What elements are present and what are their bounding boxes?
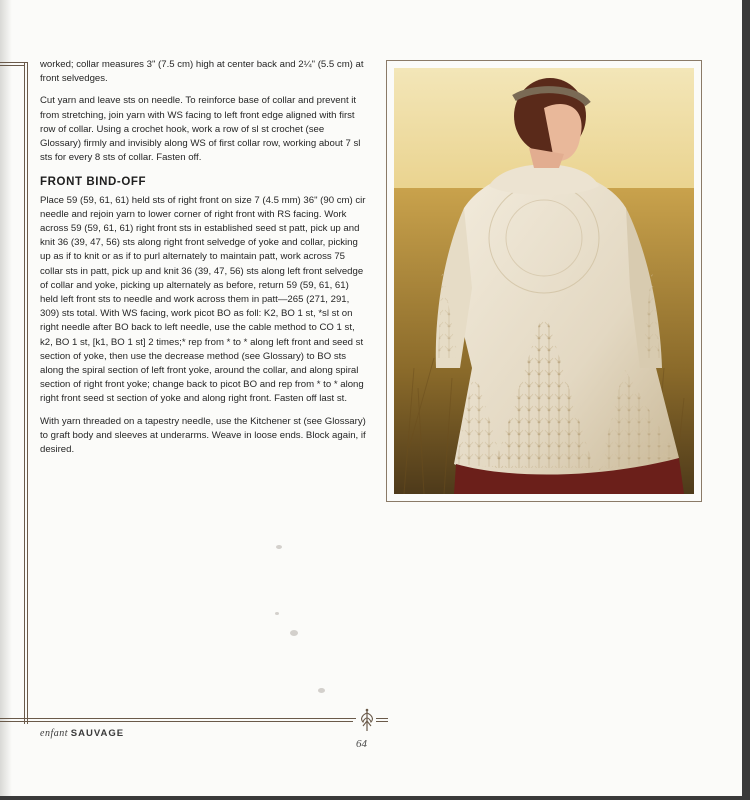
paper-speck <box>318 688 325 693</box>
page-number: 64 <box>356 738 367 750</box>
bindoff-paragraph: Place 59 (59, 61, 61) held sts of right front on size 7 (4.5 mm) 36" (90 cm) cir needle and rejoin yarn to lower corner of right front with RS facing. Work across 59 (59, 61, 61) right front sts in established seed st patt, pick up and knit 36 (39, 47, 56) sts along right front selvedge of yoke and collar, picking up as if to knit or as if to purl alternately to maintain patt, work across 75 collar sts in patt, pick up and knit 36 (39, 47, 56) sts along left front selvedge of collar and yoke, picking up alternately as before, return 59 (59, 61, 61) held left front sts to needle and work across them in patt—265 (271, 291, 309) sts total. With WS facing, work picot BO as foll: K2, BO 1 st, *sl st on right needle after BO back to left needle, use the cable method to CO 1 st, k2, BO 1 st, [k1, BO 1 st] 2 times;* rep from * to * along left front and seed st section of yoke, then use the decrease method (see Glossary) to BO sts along the spiral section of left front yoke, around the collar, and along spiral section of right front yoke; change back to picot BO and rep from * to * along right front seed st section of yoke and along right front. Fasten off last st. <box>40 194 366 405</box>
margin-rule-left <box>24 62 25 724</box>
section-heading: FRONT BIND-OFF <box>40 176 147 189</box>
margin-rule-left-inner <box>27 62 28 724</box>
footer-title-caps: SAUVAGE <box>70 728 125 739</box>
paper-speck <box>276 545 282 549</box>
footer-rule-inner <box>0 721 353 722</box>
footer-rule <box>0 718 356 719</box>
footer-title-italic: enfant <box>40 728 68 739</box>
margin-rule-top-inner <box>0 65 25 66</box>
running-footer-title <box>40 728 124 739</box>
collar-paragraph: Cut yarn and leave sts on needle. To reinforce base of collar and prevent it from stretching, join yarn with WS facing to left front edge aligned with first row of collar. Using a crochet hook, work a row of sl st crochet (see Glossary) firmly and invisibly along WS of first collar row, working about 7 sl sts for every 8 sts of collar. Fasten off. <box>40 95 361 164</box>
paper-speck <box>290 630 298 636</box>
cardigan-model-image <box>394 68 694 494</box>
instructions-column <box>40 58 366 465</box>
fleuron-ornament-icon <box>356 707 378 733</box>
spine-shadow <box>0 0 12 796</box>
finishing-paragraph: With yarn threaded on a tapestry needle, use the Kitchener st (see Glossary) to graft body and sleeves at underarms. Weave in loose ends. Block again, if desired. <box>40 415 366 456</box>
paper-speck <box>275 612 279 615</box>
model-photo <box>394 68 694 494</box>
intro-paragraph: worked; collar measures 3" (7.5 cm) high at center back and 2¼" (5.5 cm) at front selvedges. <box>40 59 364 85</box>
photo-frame <box>386 60 702 502</box>
